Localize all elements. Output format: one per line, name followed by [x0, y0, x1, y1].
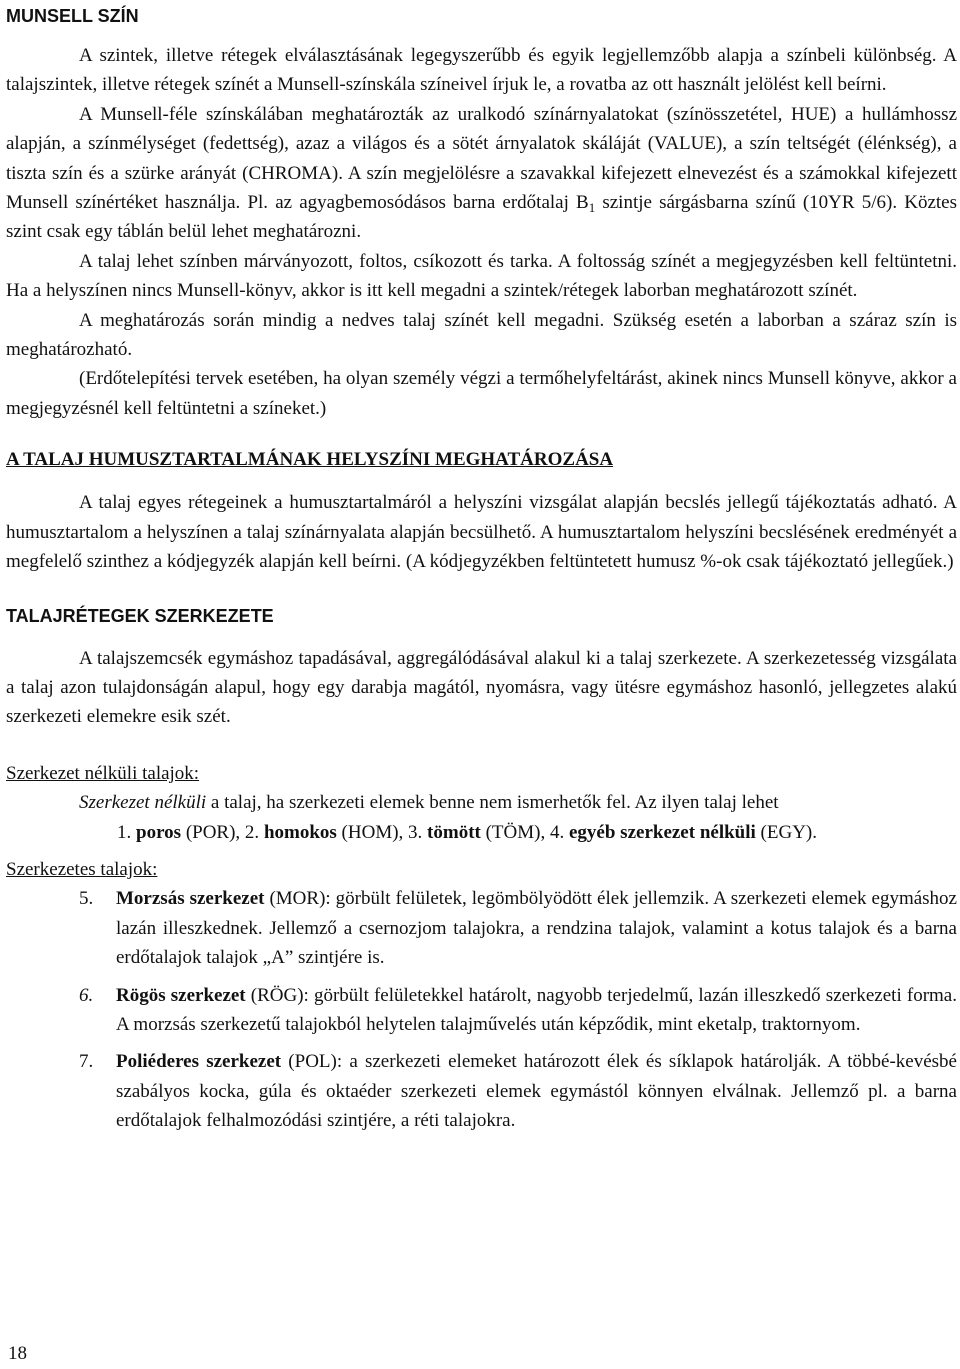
munsell-paragraph-2-text-b: szintje sárgásbarna színű (10YR 5/6). Köztes szint csak egy táblán belül lehet meghatározni.	[6, 192, 957, 243]
list-item-name: Morzsás szerkezet	[116, 888, 265, 910]
structureless-text-5: (EGY).	[755, 821, 817, 843]
structured-heading: Szerkezetes talajok:	[6, 858, 158, 880]
list-item-number: 7.	[79, 1051, 94, 1073]
humus-heading: A TALAJ HUMUSZTARTALMÁNAK HELYSZÍNI MEGHATÁROZÁSA	[6, 449, 614, 471]
structureless-types	[6, 818, 957, 847]
structure-heading: TALAJRÉTEGEK SZERKEZETE	[6, 605, 274, 626]
structureless-intro-text: a talaj, ha szerkezeti elemek benne nem ismerhetők fel. Az ilyen talaj lehet	[206, 792, 779, 814]
type-poros: poros	[136, 821, 182, 843]
humus-paragraph: A talaj egyes rétegeinek a humusztartalmáról a helyszíni vizsgálat alapján becslés jellegű tájékoztatás adható. A humusztartalom a helyszínen a talaj színárnyalata alapján becsülhető. A humusztartalom helyszíni becslésének eredményét a megfelelő szinthez a kódjegyzék alapján kell beírni. (A kódjegyzékben feltüntetett humusz %-ok csak tájékoztató jellegűek.)	[6, 492, 957, 573]
list-item-number: 6.	[79, 984, 94, 1006]
structureless-text-3: (HOM), 3.	[336, 821, 428, 843]
munsell-heading: MUNSELL SZÍN	[6, 6, 139, 26]
list-item-text: (POL): a szerkezeti elemeket határozott élek és síklapok határolják. A többé-kevésbé szabályos kocka, gúla és oktaéder szerkezeti elemek egymástól könnyen elválnak. Jellemző pl. a barna erdőtalajok felhalmozódási szintjére, a réti talajokra.	[116, 1051, 957, 1132]
structureless-intro-emphasis: Szerkezet nélküli	[79, 792, 207, 814]
list-item	[6, 981, 957, 1040]
munsell-paragraph-4: A meghatározás során mindig a nedves talaj színét kell megadni. Szükség esetén a laborban a száraz szín is meghatározható.	[6, 309, 957, 361]
list-item-number: 5.	[79, 888, 94, 910]
munsell-paragraph-5: (Erdőtelepítési tervek esetében, ha olyan személy végzi a termőhelyfeltárást, akinek nincs Munsell könyve, akkor a megjegyzésnél kell feltüntetni a színeket.)	[6, 368, 957, 419]
type-homokos: homokos	[263, 821, 337, 843]
structureless-intro	[6, 788, 957, 817]
document-page	[6, 2, 957, 1136]
structureless-text-4: (TÖM), 4.	[480, 821, 569, 843]
subscript-1: 1	[588, 200, 596, 216]
page-number: 18	[8, 1343, 27, 1364]
munsell-paragraph-2	[6, 100, 957, 247]
structureless-text-2: (POR), 2.	[181, 821, 264, 843]
list-item-text: (MOR): görbült felületek, legömbölyödött élek jellemzik. A szerkezeti elemek egymáshoz lazán illeszkednek. Jellemző a csernozjom talajokra, a rendzina talajok, valamint a kotus talajok és a barna erdőtalajok talajok „A” szintjére is.	[116, 888, 957, 969]
munsell-paragraph-1: A szintek, illetve rétegek elválasztásának legegyszerűbb és egyik legjellemzőbb alapja a színbeli különbség. A talajszintek, illetve rétegek színét a Munsell-színskála színeivel írjuk le, a rovatba az ott használt jelölést kell beírni.	[6, 45, 957, 96]
munsell-paragraph-2-text-a: A Munsell-féle színskálában meghatározták az uralkodó színárnyalatokat (színösszetétel, HUE) a hullámhossz alapján, a színmélységet (fedettség), azaz a világos és a sötét árnyalatok skáláját (VALUE), a szín teltségét (élénkség), a tiszta szín és a szürke arányát (CHROMA). A szín megjelölésre a szavakkal kifejezett elnevezést és a számokkal kifejezett Munsell színértéket használja. Pl. az agyagbemosódásos barna erdőtalaj B	[6, 103, 957, 214]
munsell-paragraph-3: A talaj lehet színben márványozott, foltos, csíkozott és tarka. A foltosság színét a megjegyzésben kell feltüntetni. Ha a helyszínen nincs Munsell-könyv, akkor is itt kell megadni a szintek/rétegek laborban meghatározott színét.	[6, 250, 957, 302]
list-item	[6, 884, 957, 972]
list-item-name: Rögös szerkezet	[116, 984, 246, 1006]
type-egyeb: egyéb szerkezet nélküli	[569, 821, 756, 843]
list-item	[6, 1047, 957, 1135]
type-tomott: tömött	[427, 821, 481, 843]
structureless-heading: Szerkezet nélküli talajok:	[6, 762, 200, 784]
list-item-text: (RÖG): görbült felületekkel határolt, nagyobb terjedelmű, lazán illeszkedő szerkezeti forma. A morzsás szerkezetű talajokból helytelen talajművelés után képződik, mint eketalp, traktornyom.	[116, 984, 957, 1035]
structureless-text-1: 1.	[117, 821, 136, 843]
structure-paragraph: A talajszemcsék egymáshoz tapadásával, aggregálódásával alakul ki a talaj szerkezete. A szerkezetesség vizsgálata a talaj azon tulajdonságán alapul, hogy egy darabja magától, nyomásra, vagy ütésre egymáshoz hasonló, jellegzetes alakú szerkezeti elemekre esik szét.	[6, 647, 957, 728]
list-item-name: Poliéderes szerkezet	[116, 1051, 282, 1073]
